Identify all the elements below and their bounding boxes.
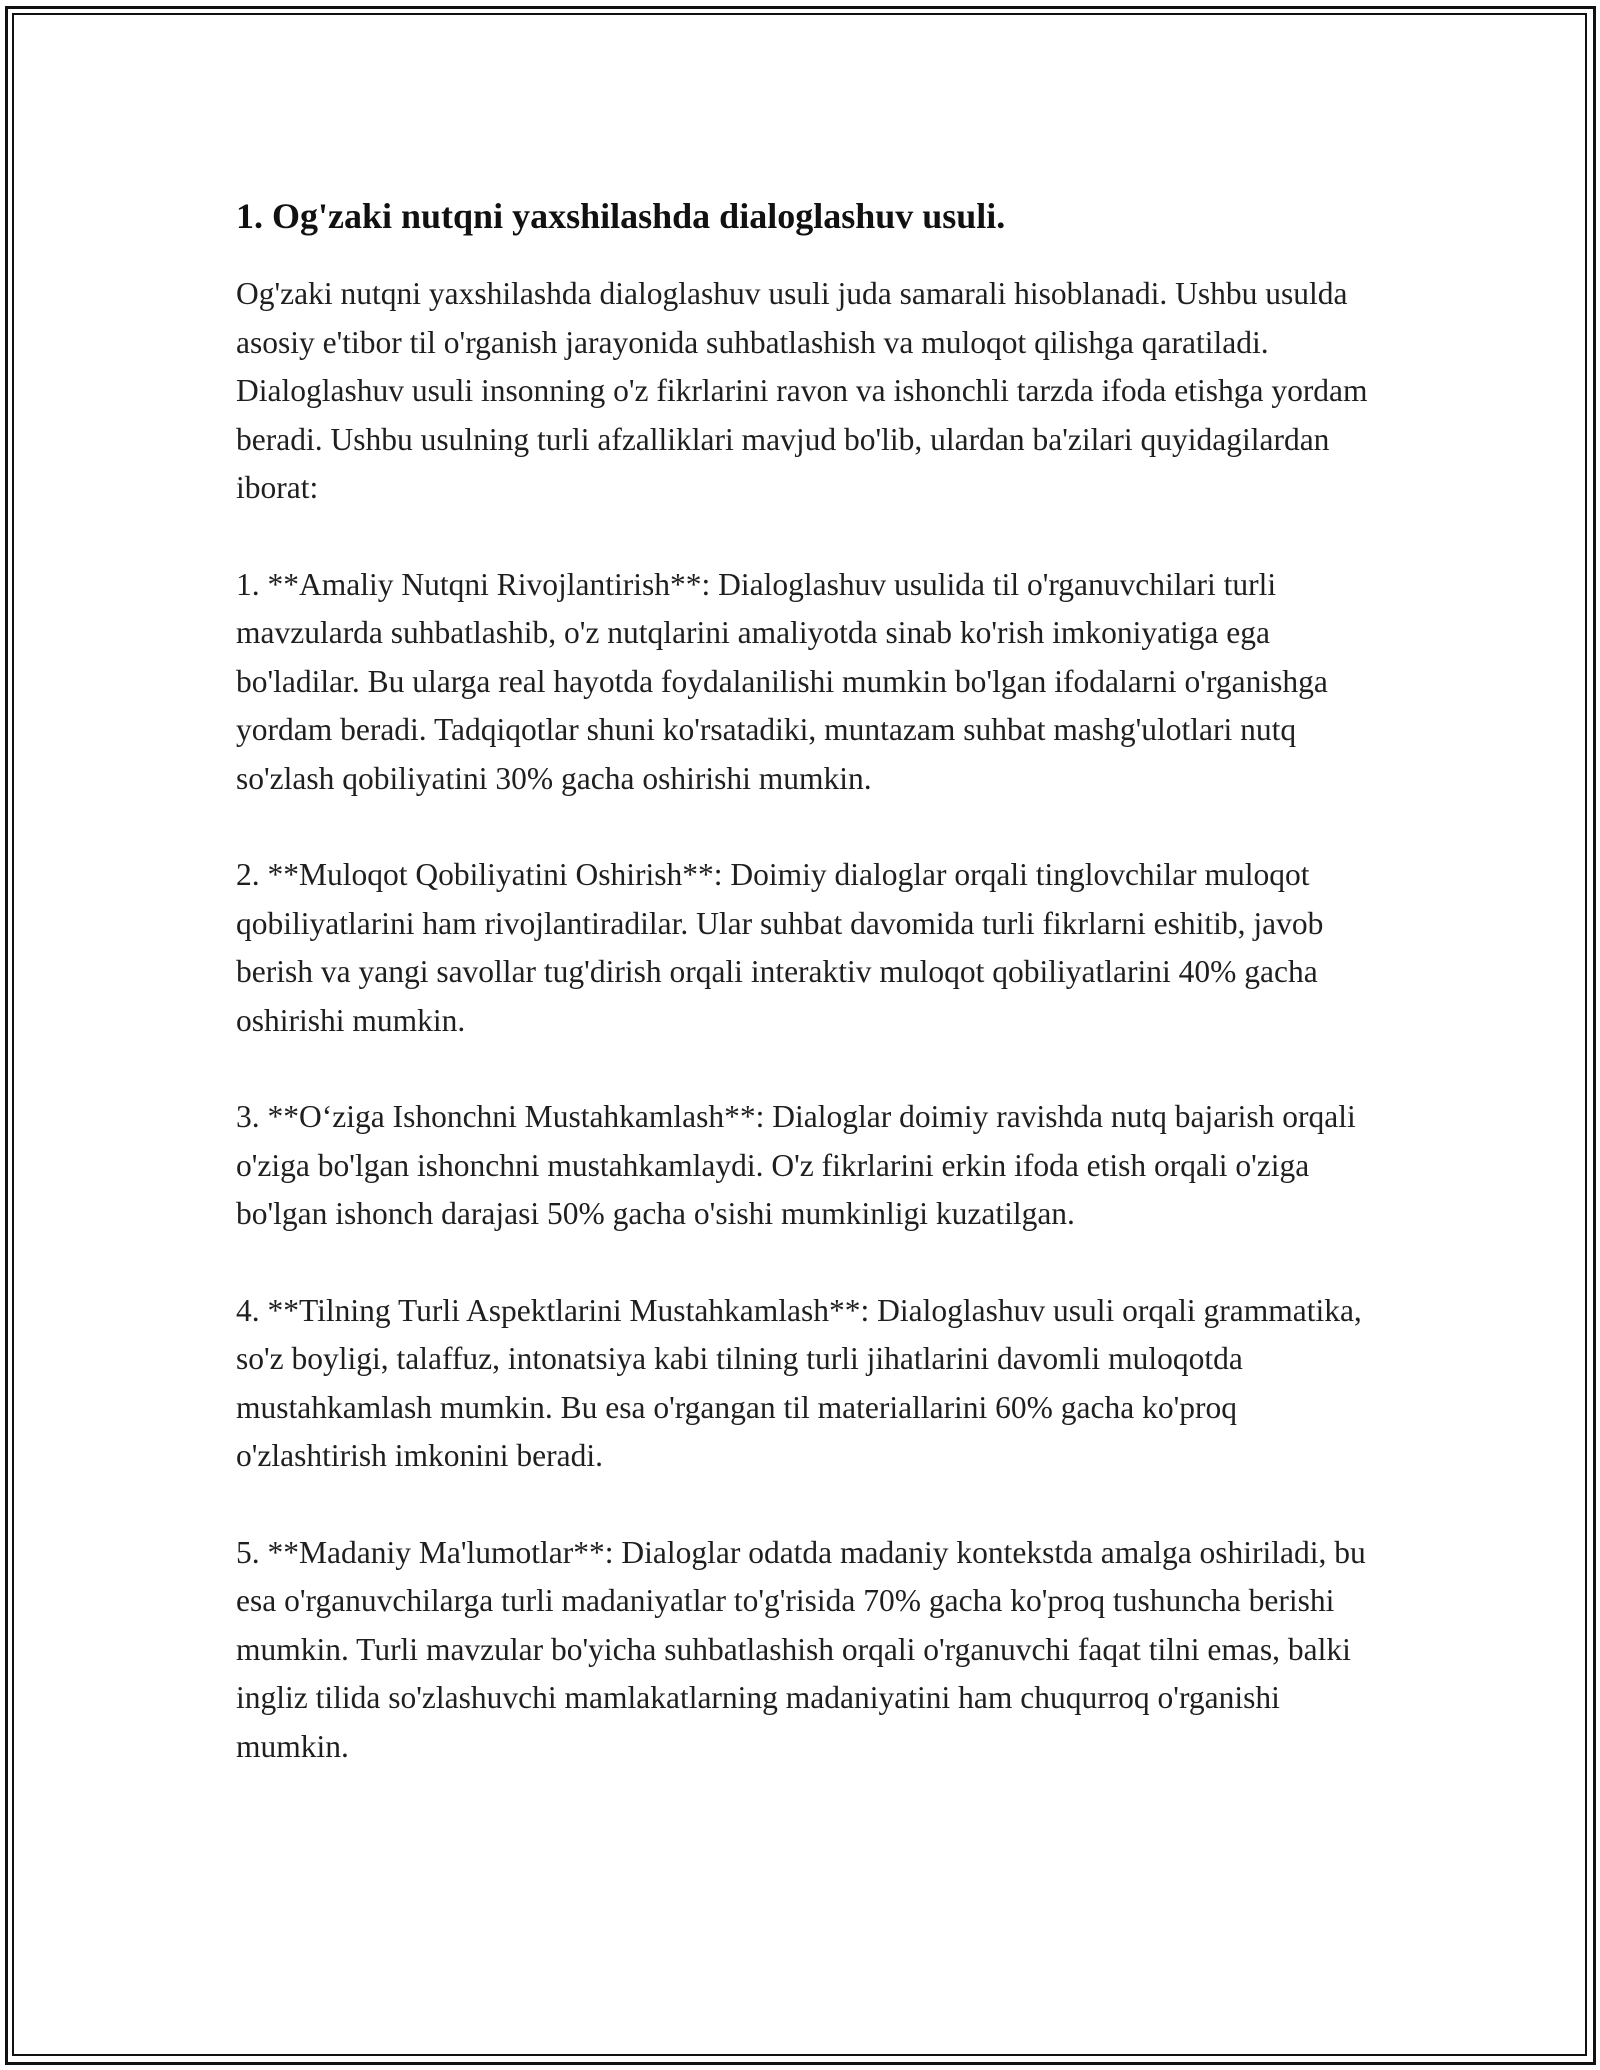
intro-paragraph: Og'zaki nutqni yaxshilashda dialoglashuv usuli juda samarali hisoblanadi. Ushbu usulda asosiy e'tibor til o'rganish jarayonida suhbatlashish va muloqot qilishga qaratiladi. Dialoglashuv usuli insonning o'z fikrlarini ravon va ishonchli tarzda ifoda etishga yordam beradi. Ushbu usulning turli afzalliklari mavjud bo'lib, ulardan ba'zilari quyidagilardan iborat:	[236, 276, 1368, 505]
list-item-oziga-ishonch: 3. **O‘ziga Ishonchni Mustahkamlash**: Dialoglar doimiy ravishda nutq bajarish orqali o'ziga bo'lgan ishonchni mustahkamlaydi. O'z fikrlarini erkin ifoda etish orqali o'ziga bo'lgan ishonch darajasi 50% gacha o'sishi mumkinligi kuzatilgan.	[236, 1099, 1356, 1231]
list-item-muloqot-qobiliyati: 2. **Muloqot Qobiliyatini Oshirish**: Doimiy dialoglar orqali tinglovchilar muloqot qobiliyatlarini ham rivojlantiradilar. Ular suhbat davomida turli fikrlarni eshitib, javob berish va yangi savollar tug'dirish orqali interaktiv muloqot qobiliyatlarini 40% gacha oshirishi mumkin.	[236, 857, 1324, 1038]
list-item-madaniy-malumotlar: 5. **Madaniy Ma'lumotlar**: Dialoglar odatda madaniy kontekstda amalga oshiriladi, bu esa o'rganuvchilarga turli madaniyatlar to'g'risida 70% gacha ko'proq tushuncha berishi mumkin. Turli mavzular bo'yicha suhbatlashish orqali o'rganuvchi faqat tilni emas, balki ingliz tilida so'zlashuvchi mamlakatlarning madaniyatini ham chuqurroq o'rganishi mumkin.	[236, 1534, 1366, 1764]
list-item-tilning-aspektlari: 4. **Tilning Turli Aspektlarini Mustahkamlash**: Dialoglashuv usuli orqali grammatika, so'z boyligi, talaffuz, intonatsiya kabi tilning turli jihatlarini davomli muloqotda mustahkamlash mumkin. Bu esa o'rgangan til materiallarini 60% gacha ko'proq o'zlashtirish imkonini beradi.	[236, 1292, 1362, 1473]
document-body	[236, 188, 1376, 1819]
list-item-amaliy-nutq: 1. **Amaliy Nutqni Rivojlantirish**: Dialoglashuv usulida til o'rganuvchilari turli mavzularda suhbatlashib, o'z nutqlarini amaliyotda sinab ko'rish imkoniyatiga ega bo'ladilar. Bu ularga real hayotda foydalanilishi mumkin bo'lgan ifodalarni o'rganishga yordam beradi. Tadqiqotlar shuni ko'rsatadiki, muntazam suhbat mashg'ulotlari nutq so'zlash qobiliyatini 30% gacha oshirishi mumkin.	[236, 566, 1328, 796]
document-title: 1. Og'zaki nutqni yaxshilashda dialoglashuv usuli.	[236, 196, 1006, 236]
